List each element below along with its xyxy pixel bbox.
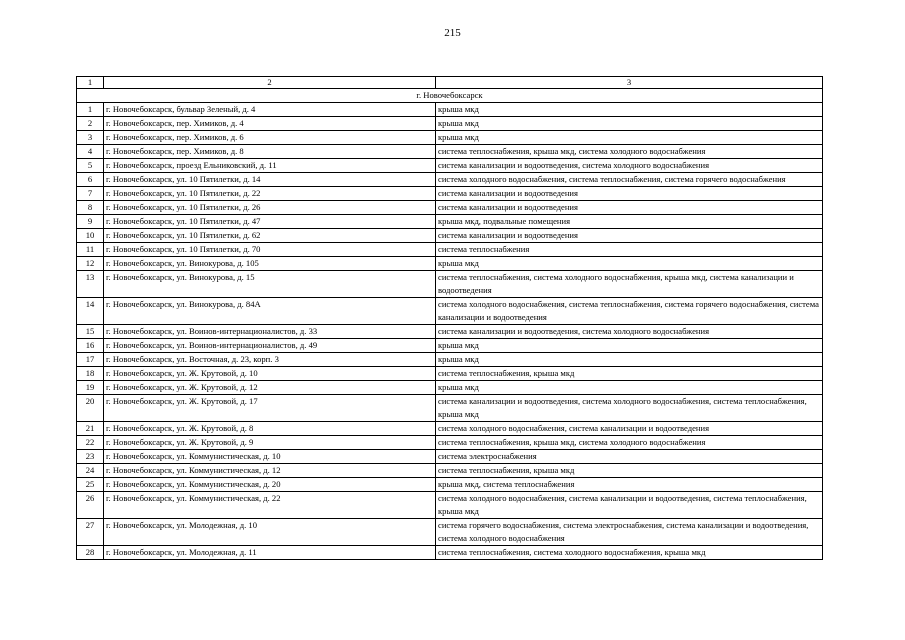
- row-works: система теплоснабжения: [436, 243, 823, 257]
- table-row: [77, 492, 823, 519]
- row-works: система канализации и водоотведения, система холодного водоснабжения, система теплоснабжения, крыша мкд: [436, 395, 823, 422]
- row-works: система теплоснабжения, система холодного водоснабжения, крыша мкд, система канализации и водоотведения: [436, 271, 823, 298]
- row-address: г. Новочебоксарск, ул. 10 Пятилетки, д. 22: [104, 187, 436, 201]
- row-number: 10: [77, 229, 104, 243]
- row-number: 26: [77, 492, 104, 519]
- row-number: 25: [77, 478, 104, 492]
- row-number: 3: [77, 131, 104, 145]
- table-row: [77, 201, 823, 215]
- row-number: 28: [77, 546, 104, 560]
- row-address: г. Новочебоксарск, ул. Молодежная, д. 10: [104, 519, 436, 546]
- row-works: система канализации и водоотведения, система холодного водоснабжения: [436, 325, 823, 339]
- row-number: 7: [77, 187, 104, 201]
- row-address: г. Новочебоксарск, пер. Химиков, д. 6: [104, 131, 436, 145]
- row-address: г. Новочебоксарск, ул. Винокурова, д. 105: [104, 257, 436, 271]
- row-number: 4: [77, 145, 104, 159]
- row-works: крыша мкд: [436, 257, 823, 271]
- row-number: 11: [77, 243, 104, 257]
- row-address: г. Новочебоксарск, пер. Химиков, д. 8: [104, 145, 436, 159]
- row-address: г. Новочебоксарск, ул. Ж. Крутовой, д. 17: [104, 395, 436, 422]
- row-works: система канализации и водоотведения: [436, 201, 823, 215]
- row-number: 13: [77, 271, 104, 298]
- row-number: 9: [77, 215, 104, 229]
- table-row: [77, 546, 823, 560]
- column-number-1: 1: [77, 77, 104, 89]
- row-works: система теплоснабжения, крыша мкд, система холодного водоснабжения: [436, 436, 823, 450]
- row-address: г. Новочебоксарск, ул. Ж. Крутовой, д. 12: [104, 381, 436, 395]
- row-address: г. Новочебоксарск, ул. Винокурова, д. 84А: [104, 298, 436, 325]
- row-works: система теплоснабжения, крыша мкд: [436, 464, 823, 478]
- row-number: 8: [77, 201, 104, 215]
- row-address: г. Новочебоксарск, проезд Ельниковский, д. 11: [104, 159, 436, 173]
- city-heading-row: [77, 89, 823, 103]
- row-works: крыша мкд: [436, 103, 823, 117]
- row-works: система электроснабжения: [436, 450, 823, 464]
- table-row: [77, 450, 823, 464]
- row-works: система холодного водоснабжения, система теплоснабжения, система горячего водоснабжения, система канализации и водоотведения: [436, 298, 823, 325]
- table-row: [77, 187, 823, 201]
- row-number: 6: [77, 173, 104, 187]
- row-number: 20: [77, 395, 104, 422]
- row-works: крыша мкд: [436, 131, 823, 145]
- column-number-2: 2: [104, 77, 436, 89]
- row-works: система холодного водоснабжения, система канализации и водоотведения, система теплоснабжения, крыша мкд: [436, 492, 823, 519]
- table-row: [77, 173, 823, 187]
- row-works: крыша мкд: [436, 353, 823, 367]
- row-number: 22: [77, 436, 104, 450]
- row-number: 17: [77, 353, 104, 367]
- row-number: 14: [77, 298, 104, 325]
- row-address: г. Новочебоксарск, ул. 10 Пятилетки, д. 26: [104, 201, 436, 215]
- row-number: 23: [77, 450, 104, 464]
- row-number: 24: [77, 464, 104, 478]
- table-row: [77, 519, 823, 546]
- table-row: [77, 145, 823, 159]
- row-number: 2: [77, 117, 104, 131]
- row-address: г. Новочебоксарск, ул. 10 Пятилетки, д. 62: [104, 229, 436, 243]
- table-row: [77, 117, 823, 131]
- row-address: г. Новочебоксарск, ул. Ж. Крутовой, д. 8: [104, 422, 436, 436]
- row-address: г. Новочебоксарск, ул. Коммунистическая, д. 22: [104, 492, 436, 519]
- table-row: [77, 271, 823, 298]
- table-row: [77, 367, 823, 381]
- table-row: [77, 395, 823, 422]
- row-address: г. Новочебоксарск, ул. Воинов-интернационалистов, д. 49: [104, 339, 436, 353]
- row-works: крыша мкд, подвальные помещения: [436, 215, 823, 229]
- row-address: г. Новочебоксарск, ул. 10 Пятилетки, д. 70: [104, 243, 436, 257]
- table-row: [77, 339, 823, 353]
- table-row: [77, 353, 823, 367]
- row-number: 16: [77, 339, 104, 353]
- row-works: система канализации и водоотведения: [436, 187, 823, 201]
- table-row: [77, 159, 823, 173]
- table-row: [77, 215, 823, 229]
- column-number-3: 3: [436, 77, 823, 89]
- table-row: [77, 131, 823, 145]
- row-address: г. Новочебоксарск, ул. 10 Пятилетки, д. 14: [104, 173, 436, 187]
- table-row: [77, 229, 823, 243]
- row-works: система теплоснабжения, крыша мкд: [436, 367, 823, 381]
- row-address: г. Новочебоксарск, пер. Химиков, д. 4: [104, 117, 436, 131]
- row-address: г. Новочебоксарск, бульвар Зеленый, д. 4: [104, 103, 436, 117]
- row-number: 12: [77, 257, 104, 271]
- address-table: [76, 76, 823, 560]
- table-row: [77, 325, 823, 339]
- row-works: система теплоснабжения, крыша мкд, система холодного водоснабжения: [436, 145, 823, 159]
- row-address: г. Новочебоксарск, ул. Коммунистическая, д. 12: [104, 464, 436, 478]
- row-works: система канализации и водоотведения: [436, 229, 823, 243]
- row-number: 5: [77, 159, 104, 173]
- row-address: г. Новочебоксарск, ул. Коммунистическая, д. 10: [104, 450, 436, 464]
- row-number: 15: [77, 325, 104, 339]
- table-row: [77, 103, 823, 117]
- row-address: г. Новочебоксарск, ул. Восточная, д. 23, корп. 3: [104, 353, 436, 367]
- row-number: 27: [77, 519, 104, 546]
- table-row: [77, 478, 823, 492]
- table-row: [77, 464, 823, 478]
- row-works: крыша мкд, система теплоснабжения: [436, 478, 823, 492]
- row-works: система холодного водоснабжения, система канализации и водоотведения: [436, 422, 823, 436]
- row-address: г. Новочебоксарск, ул. Винокурова, д. 15: [104, 271, 436, 298]
- table-row: [77, 422, 823, 436]
- city-heading: г. Новочебоксарск: [77, 89, 823, 103]
- table-row: [77, 381, 823, 395]
- row-number: 1: [77, 103, 104, 117]
- row-address: г. Новочебоксарск, ул. Воинов-интернационалистов, д. 33: [104, 325, 436, 339]
- table-row: [77, 243, 823, 257]
- row-works: система канализации и водоотведения, система холодного водоснабжения: [436, 159, 823, 173]
- row-address: г. Новочебоксарск, ул. Ж. Крутовой, д. 10: [104, 367, 436, 381]
- row-address: г. Новочебоксарск, ул. Ж. Крутовой, д. 9: [104, 436, 436, 450]
- table-row: [77, 257, 823, 271]
- row-works: крыша мкд: [436, 339, 823, 353]
- row-works: система теплоснабжения, система холодного водоснабжения, крыша мкд: [436, 546, 823, 560]
- table-row: [77, 436, 823, 450]
- page-number: 215: [444, 27, 461, 39]
- row-works: крыша мкд: [436, 381, 823, 395]
- column-number-row: [77, 77, 823, 89]
- table-row: [77, 298, 823, 325]
- row-number: 21: [77, 422, 104, 436]
- row-number: 18: [77, 367, 104, 381]
- row-works: система горячего водоснабжения, система электроснабжения, система канализации и водоотведения, система холодного водоснабжения: [436, 519, 823, 546]
- row-works: крыша мкд: [436, 117, 823, 131]
- row-address: г. Новочебоксарск, ул. Молодежная, д. 11: [104, 546, 436, 560]
- row-works: система холодного водоснабжения, система теплоснабжения, система горячего водоснабжения: [436, 173, 823, 187]
- table-body: [77, 77, 823, 560]
- row-address: г. Новочебоксарск, ул. 10 Пятилетки, д. 47: [104, 215, 436, 229]
- row-number: 19: [77, 381, 104, 395]
- row-address: г. Новочебоксарск, ул. Коммунистическая, д. 20: [104, 478, 436, 492]
